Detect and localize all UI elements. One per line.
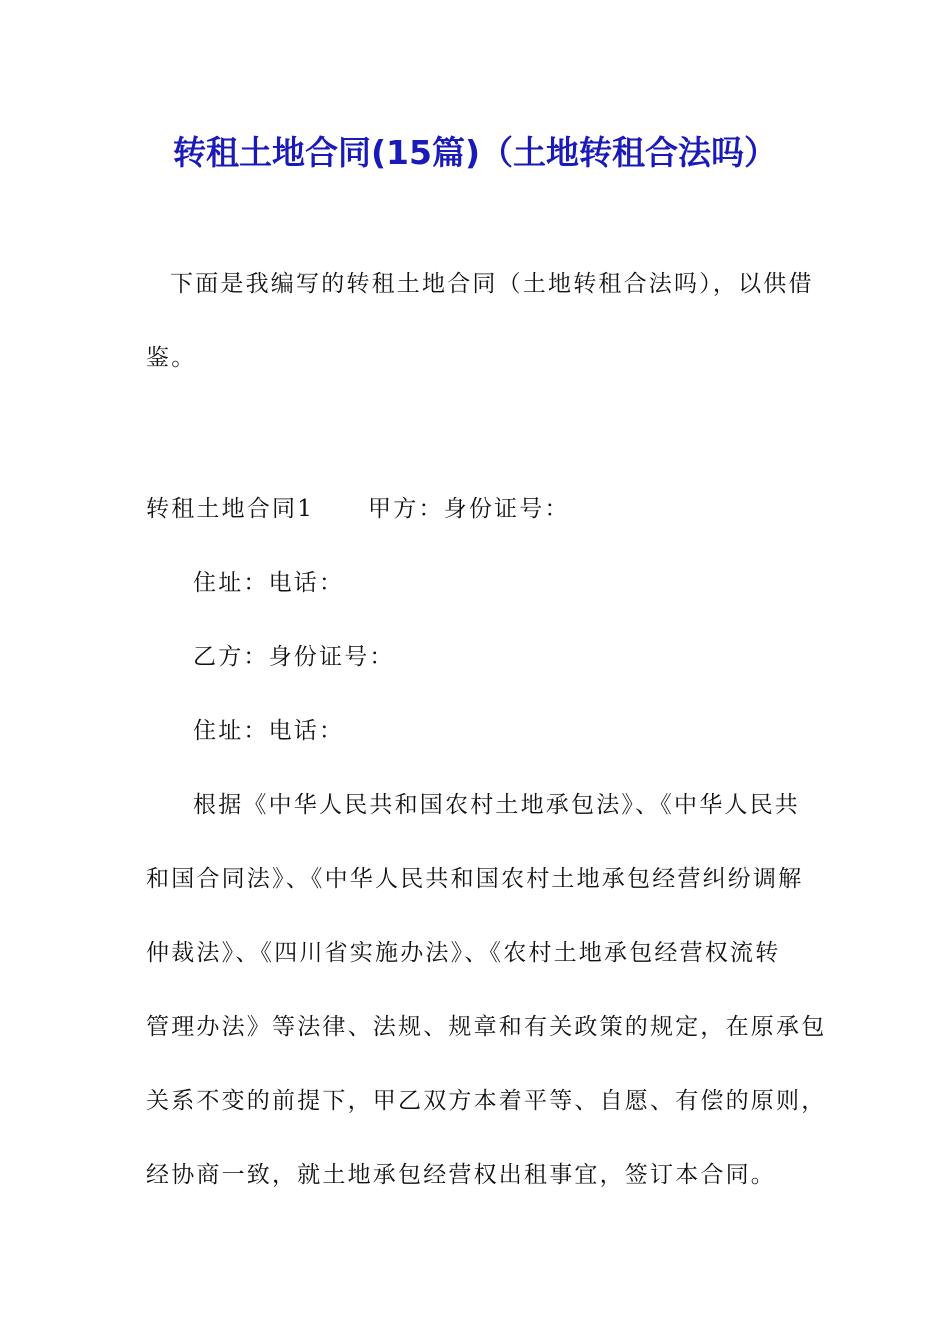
intro-line-1: 下面是我编写的转租土地合同（土地转租合法吗），以供借 [170, 271, 814, 297]
section-heading: 转租土地合同1 [146, 496, 315, 522]
basis-line-6: 经协商一致，就土地承包经营权出租事宜，签订本合同。 [146, 1162, 776, 1188]
intro-line-2: 鉴。 [146, 345, 197, 371]
basis-line-4: 管理办法》等法律、法规、规章和有关政策的规定，在原承包 [146, 1014, 827, 1040]
basis-line-2: 和国合同法》、《中华人民共和国农村土地承包经营纠纷调解 [146, 866, 804, 892]
basis-line-1: 根据《中华人民共和国农村土地承包法》、《中华人民共 [193, 792, 800, 818]
intro-paragraph [146, 247, 814, 395]
party-a-address-field: 住址：电话： [193, 570, 345, 596]
party-a-id-field: 甲方：身份证号： [368, 496, 570, 522]
basis-line-3: 仲裁法》、《四川省实施办法》、《农村土地承包经营权流转 [146, 940, 781, 966]
basis-line-5: 关系不变的前提下，甲乙双方本着平等、自愿、有偿的原则， [146, 1088, 827, 1114]
section-heading-line [146, 472, 806, 546]
contract-section-1 [146, 472, 827, 1212]
party-b-address-field: 住址：电话： [193, 718, 345, 744]
party-b-id-field: 乙方：身份证号： [193, 644, 395, 670]
document-title: 转租土地合同(15篇)（土地转租合法吗） [172, 133, 778, 172]
